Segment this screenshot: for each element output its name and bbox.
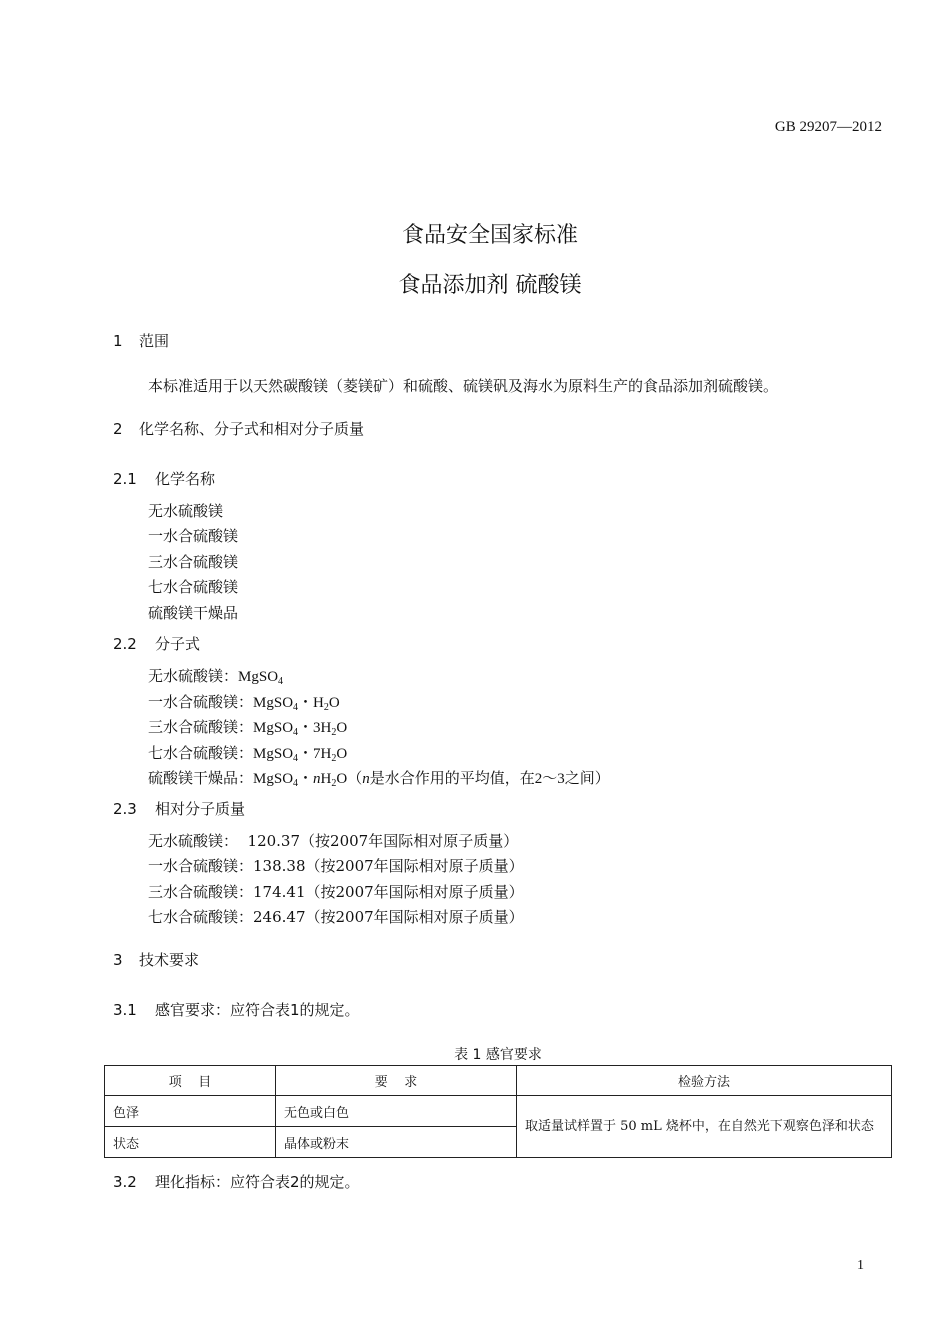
section-2-2-heading [113,633,200,654]
chemical-name-item: 三水合硫酸镁 [148,553,239,571]
section-3-1-heading [113,999,360,1020]
section-title: 化学名称 [155,470,216,488]
section-2-1-heading [113,468,215,489]
section-title: 分子式 [155,635,201,653]
section-1-body: 本标准适用于以天然碳酸镁（菱镁矿）和硫酸、硫镁矾及海水为原料生产的食品添加剂硫酸镁。 [148,377,779,395]
formula: MgSO$_4$・$7H_2O$ [253,746,348,764]
chemical-name-item: 硫酸镁干燥品 [148,604,239,622]
section-1-heading [113,330,169,351]
section-number: 2 [113,420,123,438]
molecular-mass-item: 三水合硫酸镁：174.41（按2007年国际相对原子质量） [148,883,524,901]
section-title: 相对分子质量 [155,800,246,818]
section-3-2-heading [113,1171,360,1192]
table-header-cell: 要 求 [276,1066,517,1096]
formula-label: 三水合硫酸镁： [148,718,254,736]
formula: MgSO$_4$ [238,669,284,687]
document-title: 食品安全国家标准 [401,223,578,248]
formula-label: 一水合硫酸镁： [148,693,254,711]
molecular-mass-item: 一水合硫酸镁：138.38（按2007年国际相对原子质量） [148,857,524,875]
chemical-name-item: 一水合硫酸镁 [148,527,239,545]
document-subtitle: 食品添加剂 硫酸镁 [398,273,582,298]
formula-item [148,691,340,712]
table-header-cell: 项 目 [105,1066,276,1096]
section-number: 3.2 [113,1173,137,1191]
page-number: 1 [857,1258,864,1273]
molecular-mass-item: 无水硫酸镁： 120.37（按2007年国际相对原子质量） [148,832,519,850]
formula-label: 七水合硫酸镁： [148,744,254,762]
table-header-cell: 检验方法 [517,1066,892,1096]
section-title: 技术要求 [139,951,200,969]
section-2-3-heading [113,798,245,819]
formula-label: 无水硫酸镁： [148,667,239,685]
table-cell: 无色或白色 [276,1096,517,1127]
chemical-name-item: 七水合硫酸镁 [148,578,239,596]
table-caption: 表 1 感官要求 [454,1047,542,1063]
formula: MgSO$_4$・$nH_2O(n$是水合作用的平均值，在2～3之间） [253,771,610,789]
formula-item [148,742,347,763]
section-title: 化学名称、分子式和相对分子质量 [139,420,365,438]
formula-item [148,767,610,788]
standard-number: GB 29207—2012 [774,119,882,135]
section-number: 3.1 [113,1001,137,1019]
table-cell: 状态 [105,1127,276,1158]
table-cell: 色泽 [105,1096,276,1127]
section-3-heading [113,949,199,970]
section-title: 感官要求：应符合表1的规定。 [155,1001,360,1019]
formula: MgSO$_4$・$H_2O$ [253,695,340,713]
molecular-mass-item: 七水合硫酸镁：246.47（按2007年国际相对原子质量） [148,908,524,926]
formula-label: 硫酸镁干燥品： [148,769,254,787]
table-row [105,1096,892,1127]
chemical-name-item: 无水硫酸镁 [148,502,224,520]
section-number: 1 [113,332,123,350]
section-title: 范围 [139,332,170,350]
section-2-heading [113,418,364,439]
sensory-requirements-table [104,1065,892,1158]
section-number: 3 [113,951,123,969]
section-number: 2.2 [113,635,137,653]
formula-item [148,716,347,737]
section-number: 2.3 [113,800,137,818]
section-title: 理化指标：应符合表2的规定。 [155,1173,360,1191]
formula: MgSO$_4$・$3H_2O$ [253,720,348,738]
table-cell-method: 取适量试样置于 50 mL 烧杯中，在自然光下观察色泽和状态 [517,1096,892,1158]
table-cell: 晶体或粉末 [276,1127,517,1158]
formula-item [148,665,283,686]
section-number: 2.1 [113,470,137,488]
table-header-row [105,1066,892,1096]
